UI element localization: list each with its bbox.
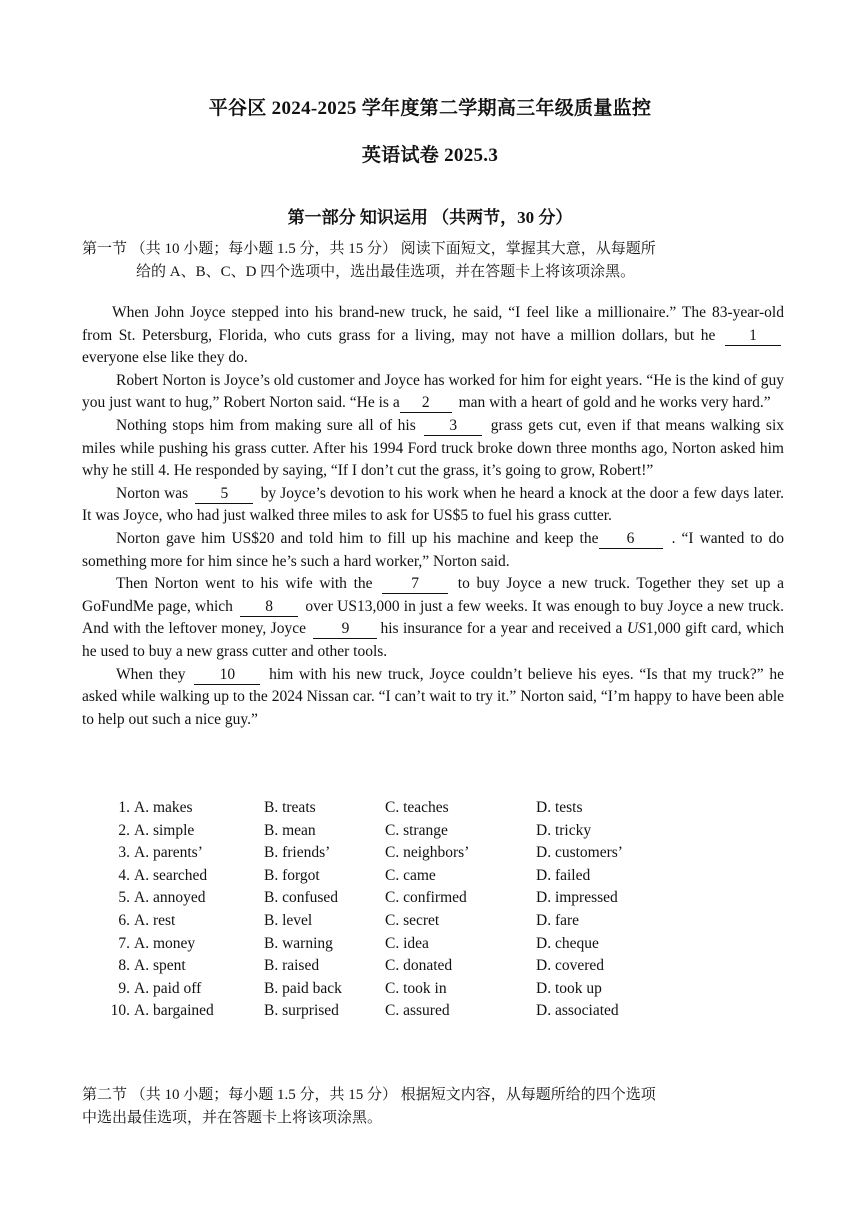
option-c: C. donated <box>385 957 453 975</box>
passage-text: 1,000 gift card, which he used to buy a new grass cutter and other tools. <box>82 620 785 660</box>
section1-instructions <box>82 238 782 284</box>
option-b: B. treats <box>264 799 316 816</box>
passage-text: When John Joyce stepped into his brand-new truck, he said, “I feel like a millionaire.” The 83-year-old from St. Petersburg, Florida, who cuts grass for a living, may not have a million dollars, but he <box>82 304 784 344</box>
option-row <box>106 955 706 978</box>
passage-text: Norton gave him US$20 and told him to fill up his machine and keep the <box>116 529 599 547</box>
option-d: D. fare <box>536 911 580 929</box>
answer-options <box>106 797 706 1023</box>
option-a: A. makes <box>134 799 193 816</box>
option-row <box>106 842 706 865</box>
passage-paragraph-2 <box>82 370 784 415</box>
question-number: 3. <box>118 844 130 862</box>
question-number: 7. <box>118 934 130 952</box>
option-a: A. simple <box>134 821 195 839</box>
option-b: B. paid back <box>264 979 342 997</box>
option-a: A. spent <box>134 957 186 975</box>
blank-9: 9 <box>313 620 377 639</box>
blank-8: 8 <box>240 598 298 617</box>
section1-instruction-line1: 第一节 （共 10 小题；每小题 1.5 分，共 15 分） 阅读下面短文，掌握其大意，从每题所 <box>82 241 656 257</box>
passage-text: by Joyce’s devotion to his work when he heard a knock at the door a few days later. It was Joyce, who had just walked three miles to ask for US$5 to fuel his grass cutter. <box>82 484 785 525</box>
option-row <box>106 865 706 888</box>
part1-heading: 第一部分 知识运用 （共两节，30 分） <box>287 208 573 227</box>
option-c: C. confirmed <box>385 889 467 907</box>
option-b: B. raised <box>264 957 320 975</box>
option-row <box>106 820 706 843</box>
option-row <box>106 978 706 1001</box>
option-a: A. parents’ <box>134 844 203 862</box>
option-row <box>106 887 706 910</box>
passage-text: When they <box>116 665 186 683</box>
option-a: A. annoyed <box>134 889 206 907</box>
option-b: B. friends’ <box>264 844 331 862</box>
passage-text: . “I wanted to do something more for him since he’s such a hard worker,” Norton said. <box>82 529 785 570</box>
option-d: D. tests <box>536 799 583 816</box>
section1-instruction-line2: 给的 A、B、C、D 四个选项中，选出最佳选项，并在答题卡上将该项涂黑。 <box>136 264 636 280</box>
blank-1: 1 <box>725 327 781 346</box>
option-b: B. warning <box>264 934 333 952</box>
passage-paragraph-6 <box>82 573 784 663</box>
option-row <box>106 933 706 956</box>
passage-text: Norton was <box>116 484 189 502</box>
passage-text: grass gets cut, even if that means walking six miles while pushing his grass cutter. After his 1994 Ford truck broke down three months ago, Norton asked him why he still 4. He responded by saying, “If I don’t cut the grass, it’s going to grow, Robert!” <box>82 416 785 480</box>
passage-text: Nothing stops him from making sure all of his <box>116 416 416 434</box>
question-number: 5. <box>118 889 130 907</box>
question-number: 9. <box>118 979 130 997</box>
passage-text: man with a heart of gold and he works very hard.” <box>458 394 771 412</box>
option-b: B. surprised <box>264 1002 339 1020</box>
option-row <box>106 910 706 933</box>
option-c: C. took in <box>385 979 447 997</box>
passage-text: everyone else like they do. <box>82 349 248 367</box>
option-c: C. idea <box>385 934 429 952</box>
option-row <box>106 797 706 820</box>
section2-instruction-line2: 中选出最佳选项，并在答题卡上将该项涂黑。 <box>82 1110 383 1126</box>
passage-paragraph-3 <box>82 415 784 483</box>
question-number: 10. <box>110 1002 130 1020</box>
option-a: A. money <box>134 934 196 952</box>
blank-3: 3 <box>424 417 482 436</box>
option-c: C. neighbors’ <box>385 844 470 862</box>
blank-6: 6 <box>599 530 663 549</box>
passage-text: his insurance for a year and received a <box>380 620 623 638</box>
option-c: C. assured <box>385 1002 450 1020</box>
question-number: 1. <box>118 799 130 816</box>
option-d: D. tricky <box>536 821 592 839</box>
option-a: A. searched <box>134 866 208 884</box>
option-d: D. took up <box>536 979 602 997</box>
passage-text: him with his new truck, Joyce couldn’t believe his eyes. “Is that my truck?” he asked while walking up to the 2024 Nissan car. “I can’t wait to try it.” Norton said, “I’m happy to have been able to help out such a nice guy.” <box>82 665 785 728</box>
exam-title: 平谷区 2024-2025 学年度第二学期高三年级质量监控 <box>208 98 652 119</box>
option-d: D. covered <box>536 957 604 975</box>
blank-10: 10 <box>194 666 260 685</box>
option-c: C. strange <box>385 821 448 839</box>
question-number: 2. <box>118 821 130 839</box>
option-d: D. associated <box>536 1002 619 1020</box>
section2-instruction-line1: 第二节 （共 10 小题；每小题 1.5 分，共 15 分） 根据短文内容，从每题所给的四个选项 <box>82 1087 656 1103</box>
option-b: B. mean <box>264 821 316 839</box>
blank-5: 5 <box>195 485 253 504</box>
option-c: C. secret <box>385 911 440 929</box>
passage-text: over US13,000 in just a few weeks. It was enough to buy Joyce a new truck. And with the leftover money, Joyce <box>82 597 785 638</box>
question-number: 6. <box>118 911 130 929</box>
cloze-passage <box>82 302 784 731</box>
option-b: B. forgot <box>264 866 320 884</box>
passage-text: Then Norton went to his wife with the <box>116 575 373 593</box>
option-a: A. rest <box>134 911 176 929</box>
option-d: D. impressed <box>536 889 618 907</box>
passage-paragraph-1 <box>82 302 784 370</box>
question-number: 8. <box>118 957 130 975</box>
section2-instructions <box>82 1084 782 1130</box>
option-row <box>106 1000 706 1023</box>
option-c: C. teaches <box>385 799 449 816</box>
passage-paragraph-4 <box>82 483 784 528</box>
blank-2: 2 <box>400 394 452 413</box>
option-b: B. level <box>264 911 313 929</box>
option-a: A. paid off <box>134 979 202 997</box>
passage-paragraph-5 <box>82 528 784 573</box>
option-b: B. confused <box>264 889 339 907</box>
option-c: C. came <box>385 866 436 884</box>
option-d: D. failed <box>536 866 591 884</box>
passage-text: Robert Norton is Joyce’s old customer and Joyce has worked for him for eight years. “He is the kind of guy you just want to hug,” Robert Norton said. “He is a <box>82 371 784 412</box>
currency-us: US <box>626 620 646 638</box>
question-number: 4. <box>118 866 130 884</box>
passage-paragraph-7 <box>82 664 784 732</box>
exam-subtitle: 英语试卷 2025.3 <box>361 145 499 166</box>
option-a: A. bargained <box>134 1002 214 1020</box>
passage-text: to buy Joyce a new truck. Together they set up a GoFundMe page, which <box>82 575 785 615</box>
option-d: D. customers’ <box>536 844 623 862</box>
option-d: D. cheque <box>536 934 599 952</box>
blank-7: 7 <box>382 575 448 594</box>
